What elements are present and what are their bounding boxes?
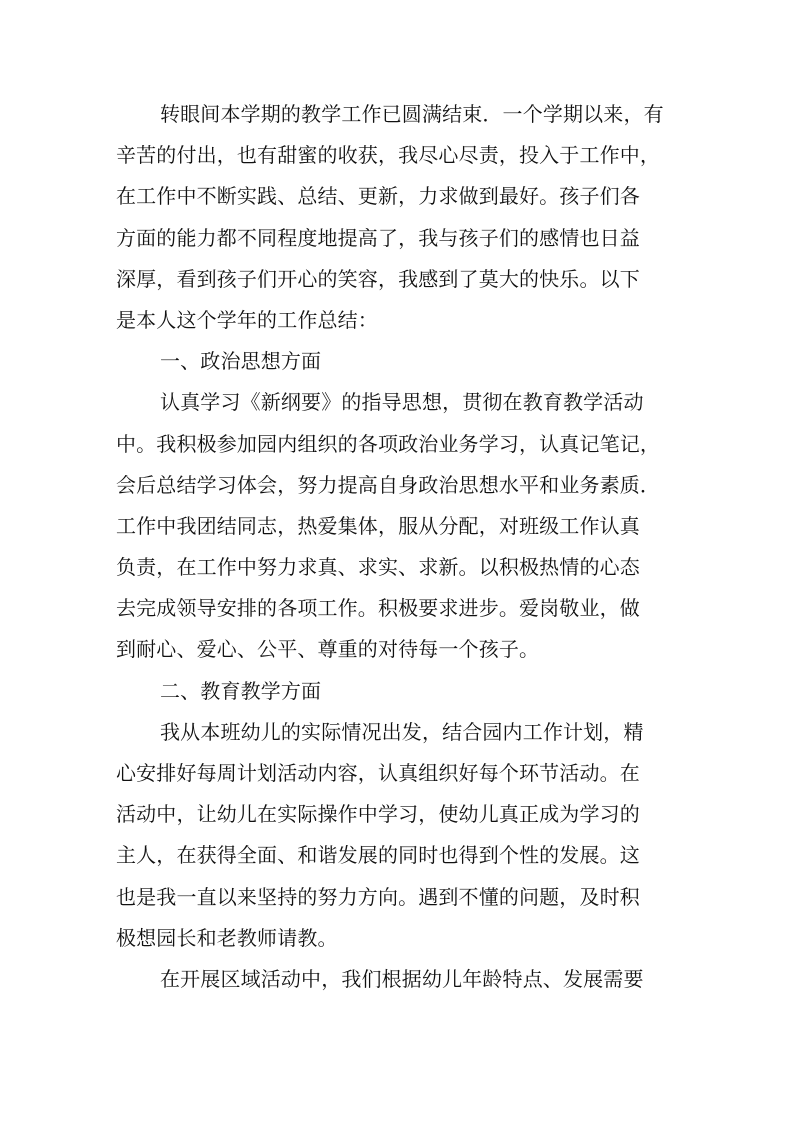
paragraph-line: 主人，在获得全面、和谐发展的同时也得到个性的发展。这 [116,843,640,868]
paragraph-line: 负责，在工作中努力求真、求实、求新。以积极热情的心态 [116,555,640,580]
paragraph-line: 我从本班幼儿的实际情况出发，结合园内工作计划，精 [160,719,644,744]
paragraph-line: 是本人这个学年的工作总结： [116,307,378,332]
paragraph-line: 方面的能力都不同程度地提高了，我与孩子们的感情也日益 [116,225,640,250]
document-body [116,94,706,1000]
paragraph-line: 转眼间本学期的教学工作已圆满结束．一个学期以来，有 [160,102,664,126]
paragraph-line: 极想园长和老教师请教。 [116,925,338,950]
paragraph-line: 也是我一直以来坚持的努力方向。遇到不懂的问题，及时积 [116,884,640,909]
paragraph-line: 工作中我团结同志，热爱集体，服从分配，对班级工作认真 [116,513,640,538]
paragraph-line: 会后总结学习体会，努力提高自身政治思想水平和业务素质． [116,472,661,497]
paragraph-line: 在开展区域活动中，我们根据幼儿年龄特点、发展需要 [160,966,644,991]
paragraph-line: 活动中，让幼儿在实际操作中学习，使幼儿真正成为学习的 [116,802,640,827]
section-heading: 一、政治思想方面 [160,349,322,374]
section-heading: 二、教育教学方面 [160,678,322,703]
paragraph-line: 在工作中不断实践、总结、更新，力求做到最好。孩子们各 [116,184,640,209]
paragraph-line: 到耐心、爱心、公平、尊重的对待每一个孩子。 [116,637,540,662]
paragraph-line: 辛苦的付出，也有甜蜜的收获，我尽心尽责，投入于工作中， [116,143,661,168]
paragraph-line: 去完成领导安排的各项工作。积极要求进步。爱岗敬业，做 [116,596,640,621]
paragraph-line: 深厚，看到孩子们开心的笑容，我感到了莫大的快乐。以下 [116,266,640,291]
paragraph-line: 中。我积极参加园内组织的各项政治业务学习，认真记笔记， [116,431,661,456]
paragraph-line: 心安排好每周计划活动内容，认真组织好每个环节活动。在 [116,761,640,785]
paragraph-line: 认真学习《新纲要》的指导思想，贯彻在教育教学活动 [160,390,644,415]
